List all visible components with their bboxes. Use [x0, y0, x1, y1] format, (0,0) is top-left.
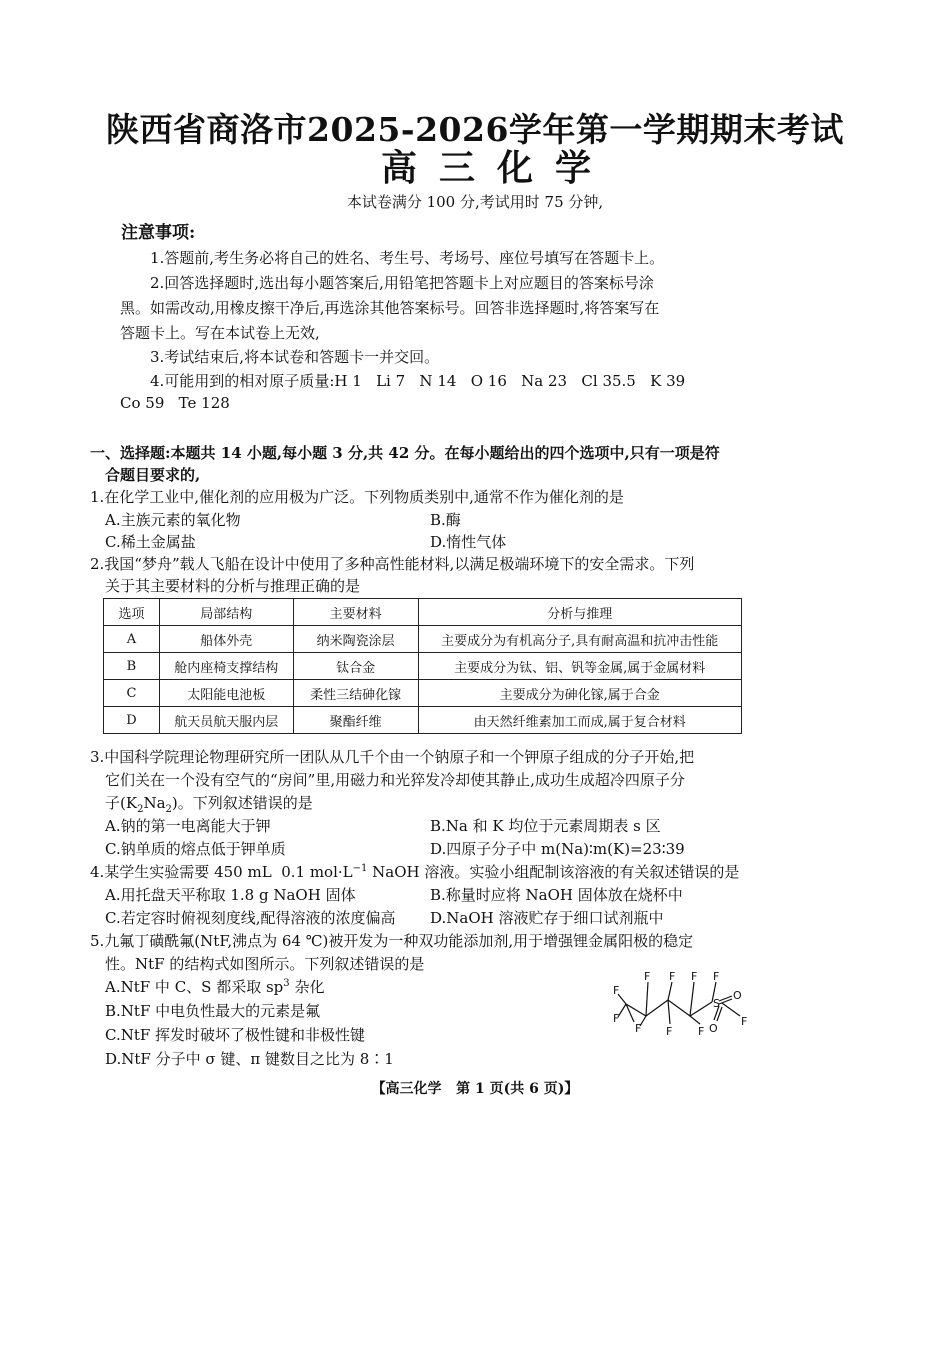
atom-f: F: [644, 970, 651, 983]
table-cell: 柔性三结砷化镓: [293, 680, 418, 707]
q4-option-c: C.若定容时俯视刻度线,配得溶液的浓度偏高: [105, 909, 396, 927]
table-header: 分析与推理: [418, 599, 742, 626]
exam-title: 陕西省商洛市2025-2026学年第一学期期末考试: [106, 110, 844, 149]
table-cell: 主要成分为有机高分子,具有耐高温和抗冲击性能: [418, 626, 742, 653]
table-cell: 舱内座椅支撑结构: [159, 653, 293, 680]
q2-stem-cont: 关于其主要材料的分析与推理正确的是: [105, 577, 361, 595]
atom-f: F: [741, 1015, 748, 1028]
atom-s: S: [713, 997, 720, 1010]
table-header: 局部结构: [159, 599, 293, 626]
atom-f: F: [669, 970, 676, 983]
table-cell: 聚酯纤维: [293, 707, 418, 734]
table-header: 选项: [104, 599, 160, 626]
table-header: 主要材料: [293, 599, 418, 626]
table-cell: 太阳能电池板: [159, 680, 293, 707]
subject-title: 高三化学: [380, 147, 613, 189]
atom-f: F: [613, 984, 620, 997]
atom-f: F: [691, 970, 698, 983]
q5-option-c: C.NtF 挥发时破坏了极性键和非极性键: [105, 1026, 366, 1044]
q4-stem: 4.某学生实验需要 450 mL 0.1 $mol\cdot L^{-1}$ NaOH 溶液。实验小组配制该溶液的有关叙述错误的是: [90, 863, 740, 881]
q4-option-d: D.NaOH 溶液贮存于细口试剂瓶中: [430, 909, 664, 927]
q1-option-d: D.惰性气体: [430, 533, 507, 551]
atom-f: F: [698, 1025, 705, 1038]
table-cell: 主要成分为钛、铝、钒等金属,属于金属材料: [418, 653, 742, 680]
exam-info: 本试卷满分 100 分,考试用时 75 分钟,: [346, 193, 604, 211]
q5-option-a: A.NtF 中 C、S 都采取 $sp^3$ 杂化: [105, 978, 325, 996]
notice-line-5: 3.考试结束后,将本试卷和答题卡一并交回。: [150, 348, 440, 366]
table-cell: B: [104, 653, 160, 680]
table-cell: A: [104, 626, 160, 653]
section-1-heading-cont: 合题目要求的,: [105, 466, 201, 484]
notice-line-7: Co 59 Te 128: [120, 394, 230, 412]
q5-option-b: B.NtF 中电负性最大的元素是氟: [105, 1002, 321, 1020]
q3-option-c: C.钠单质的熔点低于钾单质: [105, 840, 286, 858]
q1-option-a: A.主族元素的氧化物: [105, 511, 241, 529]
notice-line-6: 4.可能用到的相对原子质量:H 1 Li 7 N 14 O 16 Na 23 Cl 35.5 K 39: [150, 372, 686, 390]
table-row: [104, 653, 742, 680]
table-header-row: [104, 599, 742, 626]
q3-option-d: D.四原子分子中 m(Na)∶m(K)=23∶39: [430, 840, 685, 858]
q1-stem: 1.在化学工业中,催化剂的应用极为广泛。下列物质类别中,通常不作为催化剂的是: [90, 488, 624, 506]
atom-f: F: [713, 970, 720, 983]
notice-line-3: 黑。如需改动,用橡皮擦干净后,再选涂其他答案标号。回答非选择题时,将答案写在: [120, 299, 660, 317]
q5-option-d: D.NtF 分子中 σ 键、π 键数目之比为 8∶1: [105, 1050, 394, 1068]
q1-option-c: C.稀土金属盐: [105, 533, 196, 551]
notice-line-2: 2.回答选择题时,选出每小题答案后,用铅笔把答题卡上对应题目的答案标号涂: [150, 274, 654, 292]
atom-o: O: [709, 1022, 718, 1035]
q2-stem: 2.我国“梦舟”载人飞船在设计中使用了多种高性能材料,以满足极端环境下的安全需求。下列: [90, 555, 695, 573]
table-cell: D: [104, 707, 160, 734]
q5-stem: 5.九氟丁磺酰氟(NtF,沸点为 64 ℃)被开发为一种双功能添加剂,用于增强锂金属阳极的稳定: [90, 932, 694, 950]
atom-o: O: [733, 989, 742, 1002]
atom-f: F: [613, 1012, 620, 1025]
table-cell: 由天然纤维素加工而成,属于复合材料: [418, 707, 742, 734]
notice-line-1: 1.答题前,考生务必将自己的姓名、考生号、考场号、座位号填写在答题卡上。: [150, 249, 665, 267]
page-footer: 【高三化学 第 1 页(共 6 页)】: [371, 1081, 579, 1097]
table-cell: 纳米陶瓷涂层: [293, 626, 418, 653]
ntf-structure-diagram: [612, 968, 762, 1043]
atom-f: F: [635, 1022, 642, 1035]
q1-option-b: B.酶: [430, 511, 461, 529]
notice-line-4: 答题卡上。写在本试卷上无效,: [120, 324, 320, 342]
notice-heading: 注意事项:: [121, 223, 196, 243]
materials-table: [103, 598, 742, 734]
q3-stem-cont: 它们关在一个没有空气的“房间”里,用磁力和光猝发冷却使其静止,成功生成超冷四原子分: [105, 771, 685, 789]
table-cell: 钛合金: [293, 653, 418, 680]
q5-stem-cont: 性。NtF 的结构式如图所示。下列叙述错误的是: [105, 955, 425, 973]
table-row: [104, 707, 742, 734]
table-row: [104, 626, 742, 653]
table-cell: C: [104, 680, 160, 707]
section-1-heading: 一、选择题:本题共 14 小题,每小题 3 分,共 42 分。在每小题给出的四个选项中,只有一项是符: [90, 444, 720, 462]
table-cell: 航天员航天服内层: [159, 707, 293, 734]
table-row: [104, 680, 742, 707]
table-cell: 船体外壳: [159, 626, 293, 653]
table-cell: 主要成分为砷化镓,属于合金: [418, 680, 742, 707]
q3-option-b: B.Na 和 K 均位于元素周期表 s 区: [430, 817, 661, 835]
q4-option-b: B.称量时应将 NaOH 固体放在烧杯中: [430, 886, 683, 904]
q3-stem: 3.中国科学院理论物理研究所一团队从几千个由一个钠原子和一个钾原子组成的分子开始,把: [90, 748, 695, 766]
q3-option-a: A.钠的第一电离能大于钾: [105, 817, 271, 835]
atom-f: F: [666, 1025, 673, 1038]
q4-option-a: A.用托盘天平称取 1.8 g NaOH 固体: [105, 886, 356, 904]
q3-stem-formula: 子$(K_2Na_2)$。下列叙述错误的是: [105, 794, 313, 815]
